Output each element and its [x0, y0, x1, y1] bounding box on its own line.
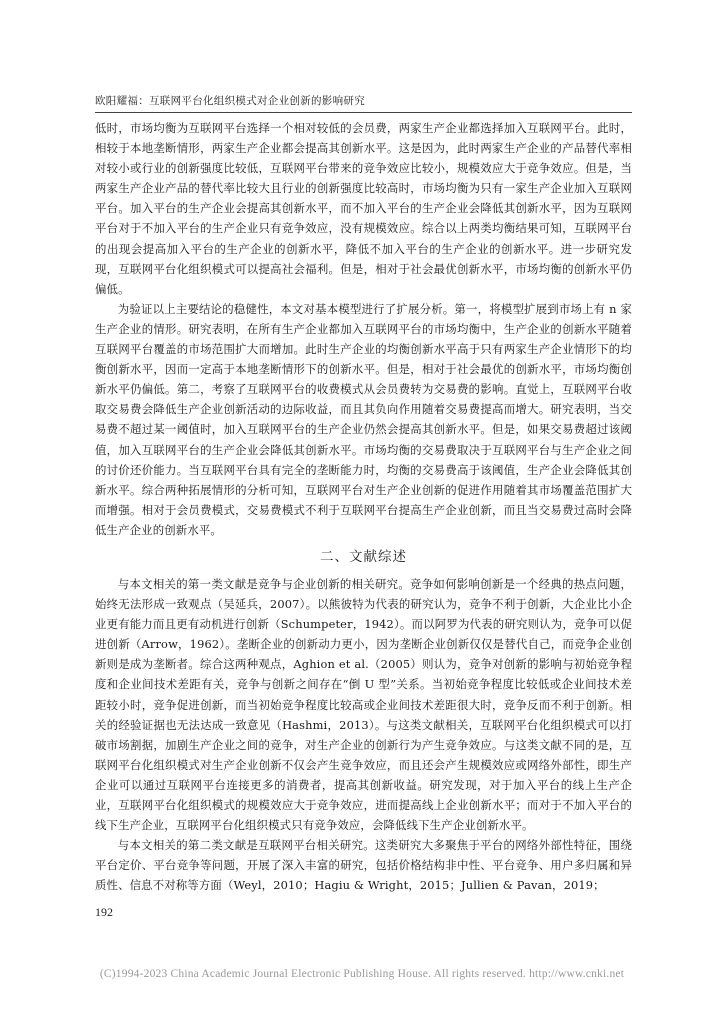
article-body: [95, 118, 632, 895]
page-number: 192: [95, 905, 113, 919]
paragraph-literature-competition: 与本文相关的第一类文献是竞争与企业创新的相关研究。竞争如何影响创新是一个经典的热点问题，始终无法形成一致观点（吴延兵，2007）。以熊彼特为代表的研究认为，竞争不利于创新，大企业比小企业更有能力而且更有动机进行创新（Schumpeter，1942）。而以阿罗为代表的研究则认为，竞争可以促进创新（Arrow，1962）。垄断企业的创新动力更小，因为垄断企业创新仅仅是替代自己，而竞争企业创新则是成为垄断者。综合这两种观点，Aghion et al.（2005）则认为，竞争对创新的影响与初始竞争程度和企业间技术差距有关，竞争与创新之间存在“倒 U 型”关系。当初始竞争程度比较低或企业间技术差距较小时，竞争促进创新，而当初始竞争程度比较高或企业间技术差距很大时，竞争反而不利于创新。相关的经验证据也无法达成一致意见（Hashmi，2013）。与这类文献相关，互联网平台化组织模式可以打破市场割据，加剧生产企业之间的竞争，对生产企业的创新行为产生竞争效应。与这类文献不同的是，互联网平台化组织模式对生产企业创新不仅会产生竞争效应，而且还会产生规模效应或网络外部性，即生产企业可以通过互联网平台连接更多的消费者，提高其创新收益。研究发现，对于加入平台的线上生产企业，互联网平台化组织模式的规模效应大于竞争效应，进而提高线上企业创新水平；而对于不加入平台的线下生产企业，互联网平台化组织模式只有竞争效应，会降低线下生产企业创新水平。: [95, 576, 632, 833]
running-head: 欧阳耀福：互联网平台化组织模式对企业创新的影响研究: [95, 95, 365, 107]
paragraph-robustness: 为验证以上主要结论的稳健性，本文对基本模型进行了扩展分析。第一，将模型扩展到市场上有 n 家生产企业的情形。研究表明，在所有生产企业都加入互联网平台的市场均衡中，生产企业的创新水平随着互联网平台覆盖的市场范围扩大而增加。此时生产企业的均衡创新水平高于只有两家生产企业情形下的均衡创新水平，因而一定高于本地垄断情形下的创新水平。但是，相对于社会最优的创新水平，市场均衡创新水平仍偏低。第二，考察了互联网平台的收费模式从会员费转为交易费的影响。直觉上，互联网平台收取交易费会降低生产企业创新活动的边际收益，而且其负向作用随着交易费提高而增大。研究表明，当交易费不超过某一阈值时，加入互联网平台的生产企业仍然会提高其创新水平。但是，如果交易费超过该阈值，加入互联网平台的生产企业会降低其创新水平。市场均衡的交易费取决于互联网平台与生产企业之间的讨价还价能力。当互联网平台具有完全的垄断能力时，均衡的交易费高于该阈值，生产企业会降低其创新水平。综合两种拓展情形的分析可知，互联网平台对生产企业创新的促进作用随着其市场覆盖范围扩大而增强。相对于会员费模式，交易费模式不利于互联网平台提高生产企业创新，而且当交易费过高时会降低生产企业的创新水平。: [95, 301, 632, 537]
section-heading: 二、文献综述: [320, 548, 407, 565]
copyright-footer: (C)1994-2023 China Academic Journal Electronic Publishing House. All rights reserved. http://www.cnki.net: [99, 968, 625, 980]
header-rule: [95, 112, 632, 113]
paragraph-literature-platform: 与本文相关的第二类文献是互联网平台相关研究。这类研究大多聚焦于平台的网络外部性特征，围绕平台定价、平台竞争等问题，开展了深入丰富的研究，包括价格结构非中性、平台竞争、用户多归属和异质性、信息不对称等方面（Weyl，2010；Hagiu & Wright，2015；Jullien & Pavan，2019；: [95, 838, 632, 893]
paragraph-intro-continued: 低时，市场均衡为互联网平台选择一个相对较低的会员费，两家生产企业都选择加入互联网平台。此时，相较于本地垄断情形，两家生产企业都会提高其创新水平。这是因为，此时两家生产企业的产品替代率相对较小或行业的创新强度比较低，互联网平台带来的竞争效应比较小，规模效应大于竞争效应。但是，当两家生产企业产品的替代率比较大且行业的创新强度比较高时，市场均衡为只有一家生产企业加入互联网平台。加入平台的生产企业会提高其创新水平，而不加入平台的生产企业会降低其创新水平，因为互联网平台对于不加入平台的生产企业只有竞争效应，没有规模效应。综合以上两类均衡结果可知，互联网平台的出现会提高加入平台的生产企业的创新水平，降低不加入平台的生产企业的创新水平。进一步研究发现，互联网平台化组织模式可以提高社会福利。但是，相对于社会最优创新水平，市场均衡的创新水平仍偏低。: [95, 121, 632, 296]
